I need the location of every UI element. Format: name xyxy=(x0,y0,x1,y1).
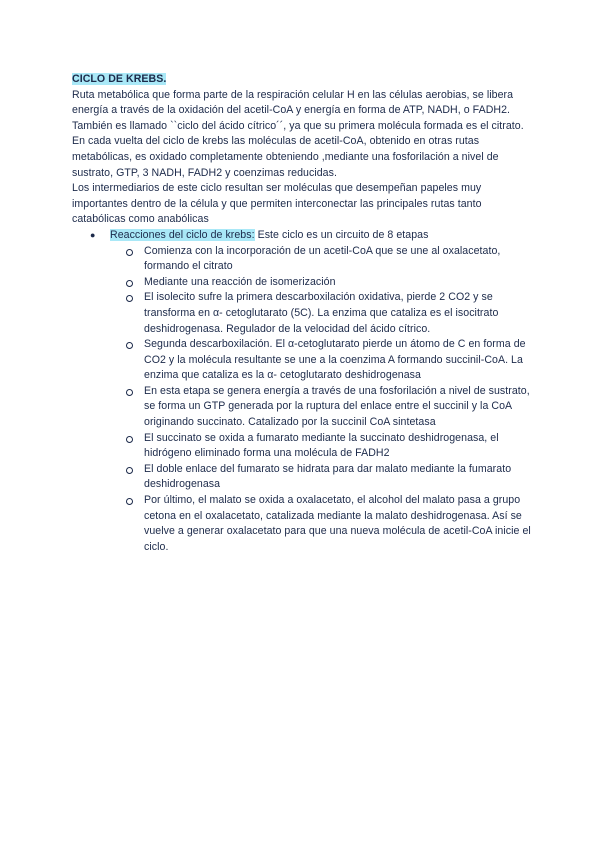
step-text: Segunda descarboxilación. El α-cetoglutarato pierde un átomo de C en forma de CO2 y la molécula resultante se une a la coenzima A formando succinil-CoA. La enzima que cataliza es la α- cetoglutarato deshidrogenasa xyxy=(144,338,526,382)
step-text: Por último, el malato se oxida a oxalacetato, el alcohol del malato pasa a grupo cetona en el oxalacetato, catalizada mediante la malato deshidrogenasa. Así se vuelve a generar oxalacetato para que una nueva molécula de acetil-CoA inicie el ciclo. xyxy=(144,494,531,553)
hollow-circle-icon xyxy=(126,498,133,505)
list-item xyxy=(144,384,534,431)
reactions-bullet-item xyxy=(90,228,534,555)
cycle-steps-list xyxy=(110,244,534,556)
list-item xyxy=(144,431,534,462)
paragraph-alias: También es llamado ``ciclo del ácido cítrico´´, ya que su primera molécula formada es el citrato. xyxy=(72,119,524,132)
paragraph-definition: Ruta metabólica que forma parte de la respiración celular H en las células aerobias, se libera energía a través de la oxidación del acetil-CoA y energía en forma de ATP, NADH, o FADH2. xyxy=(72,88,514,117)
title-highlight: CICLO DE KREBS. xyxy=(72,73,167,85)
paragraph-intermediaries: Los intermediarios de este ciclo resultan ser moléculas que desempeñan papeles muy importantes dentro de la célula y que permiten interconectar las principales rutas tanto catabólicas como anabólicas xyxy=(72,182,482,226)
hollow-circle-icon xyxy=(126,342,133,349)
list-item xyxy=(144,244,534,275)
reactions-label: Reacciones del ciclo de krebs: xyxy=(110,228,255,241)
hollow-circle-icon xyxy=(126,249,133,256)
paragraph-cycle-turn: En cada vuelta del ciclo de krebs las moléculas de acetil-CoA, obtenido en otras rutas metabólicas, es oxidado completamente obteniendo ,mediante una fosforilación a nivel de sustrato, GTP, 3 NADH, FADH2 y coenzimas reducidas. xyxy=(72,135,499,179)
document-title xyxy=(72,72,534,88)
reactions-list xyxy=(72,228,534,555)
reactions-intro-text: Este ciclo es un circuito de 8 etapas xyxy=(254,228,429,241)
list-item xyxy=(144,462,534,493)
hollow-circle-icon xyxy=(126,389,133,396)
step-text: El doble enlace del fumarato se hidrata para dar malato mediante la fumarato deshidrogenasa xyxy=(144,462,512,491)
hollow-circle-icon xyxy=(126,436,133,443)
list-item xyxy=(144,275,534,291)
step-text: El succinato se oxida a fumarato mediante la succinato deshidrogenasa, el hidrógeno eliminado forma una molécula de FADH2 xyxy=(144,431,499,460)
list-item xyxy=(144,337,534,384)
step-text: Mediante una reacción de isomerización xyxy=(144,275,336,288)
document-body xyxy=(72,72,534,555)
step-text: El isolecito sufre la primera descarboxilación oxidativa, pierde 2 CO2 y se transforma en α- cetoglutarato (5C). La enzima que cataliza es el isocitrato deshidrogenasa. Regulador de la velocidad del ácido cítrico. xyxy=(144,291,499,335)
bullet-icon: ● xyxy=(90,229,96,240)
step-text: Comienza con la incorporación de un acetil-CoA que se une al oxalacetato, formando el citrato xyxy=(144,244,501,273)
hollow-circle-icon xyxy=(126,280,133,287)
hollow-circle-icon xyxy=(126,467,133,474)
list-item xyxy=(144,290,534,337)
hollow-circle-icon xyxy=(126,295,133,302)
list-item xyxy=(144,493,534,555)
step-text: En esta etapa se genera energía a través de una fosforilación a nivel de sustrato, se forma un GTP generada por la ruptura del enlace entre el succinil y la CoA originando succinato. Catalizado por la succinil CoA sintetasa xyxy=(144,384,530,429)
